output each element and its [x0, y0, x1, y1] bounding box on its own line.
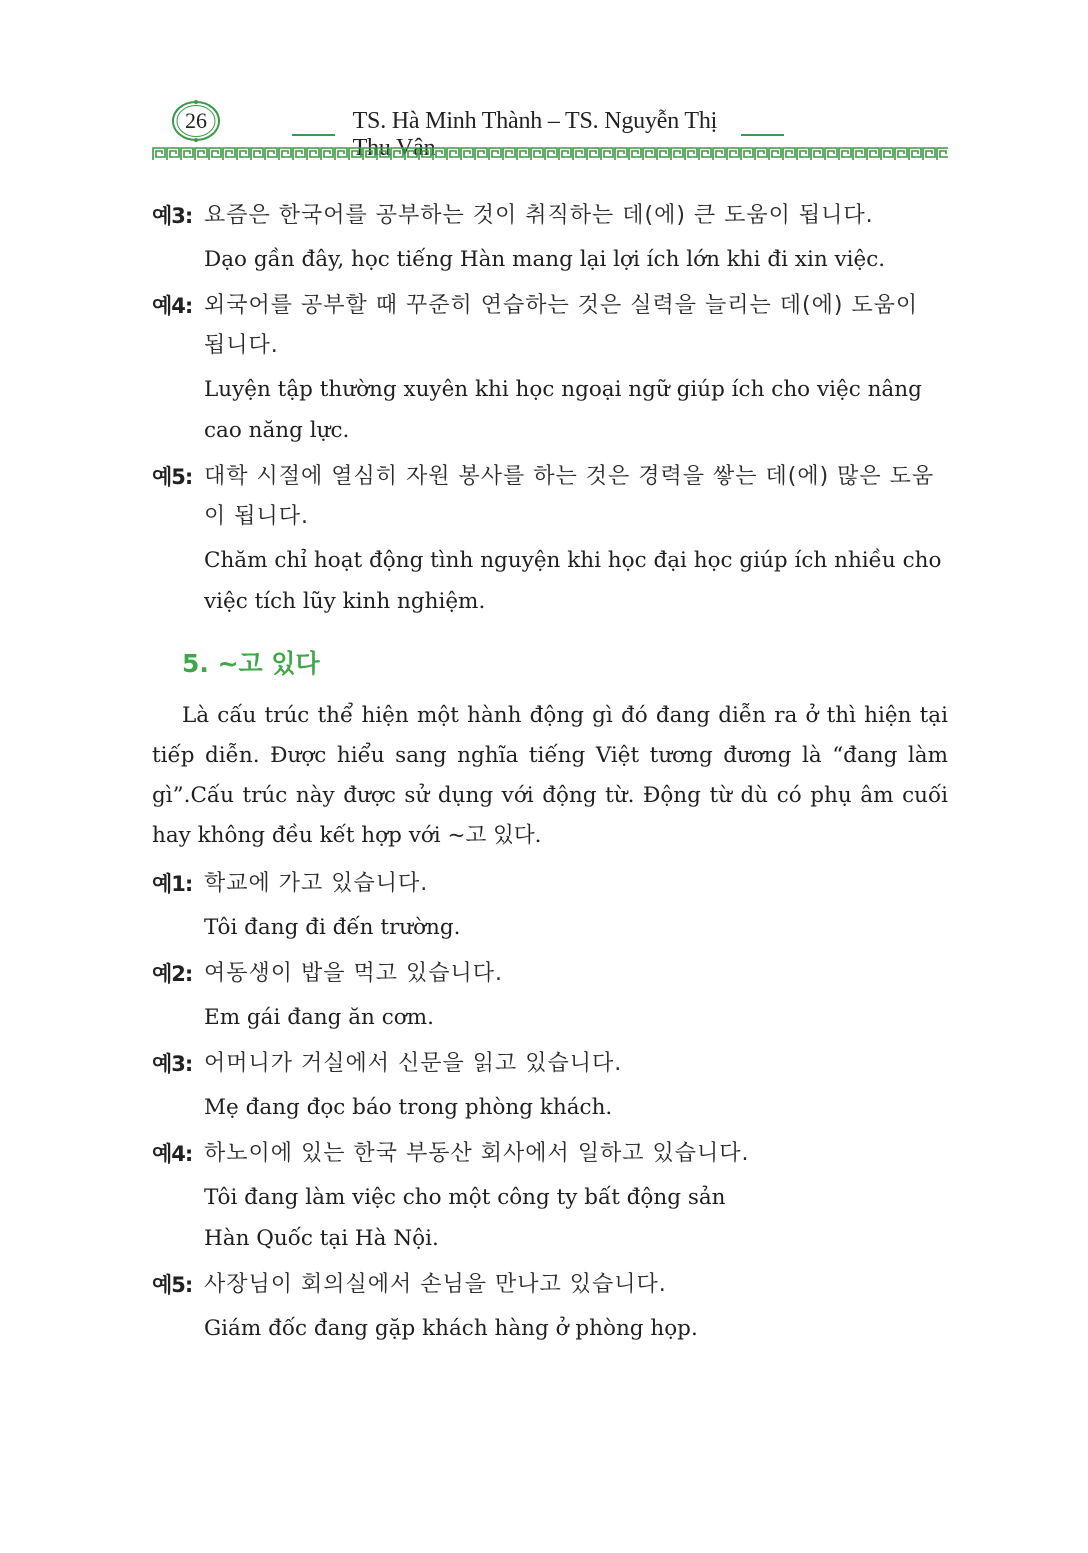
korean-sentence: 대학 시절에 열심히 자원 봉사를 하는 것은 경력을 쌓는 데(에) 많은 도움이 됩니다. — [204, 464, 935, 529]
section-paragraph: Là cấu trúc thể hiện một hành động gì đó đang diễn ra ở thì hiện tại tiếp diễn. Được hiểu sang nghĩa tiếng Việt tương đương là “đang làm gì”.Cấu trúc này được sử dụng với động từ. Động từ dù có phụ âm cuối hay không đều kết hợp với ~고 있다. — [152, 703, 948, 848]
vietnamese-translation: Em gái đang ăn cơm. — [204, 1005, 434, 1030]
example-item — [152, 1265, 948, 1349]
example-label: 예1: — [152, 872, 193, 896]
example-item — [152, 1134, 948, 1259]
page-number-badge — [170, 99, 222, 143]
example-item — [152, 196, 948, 280]
example-label: 예3: — [152, 1052, 193, 1076]
vietnamese-translation: Chăm chỉ hoạt động tình nguyện khi học đại học giúp ích nhiều cho việc tích lũy kinh nghiệm. — [204, 548, 942, 614]
vietnamese-translation: Tôi đang làm việc cho một công ty bất động sản Hàn Quốc tại Hà Nội. — [204, 1185, 726, 1251]
example-label: 예5: — [152, 1273, 193, 1297]
korean-sentence: 사장님이 회의실에서 손님을 만나고 있습니다. — [204, 1272, 667, 1297]
example-item — [152, 286, 948, 451]
example-label: 예5: — [152, 465, 193, 489]
example-label: 예4: — [152, 1142, 193, 1166]
vietnamese-translation: Dạo gần đây, học tiếng Hàn mang lại lợi ích lớn khi đi xin việc. — [204, 247, 886, 272]
header-rule-right — [741, 134, 784, 136]
example-item — [152, 457, 948, 622]
vietnamese-translation: Luyện tập thường xuyên khi học ngoại ngữ giúp ích cho việc nâng cao năng lực. — [204, 377, 922, 443]
korean-sentence: 외국어를 공부할 때 꾸준히 연습하는 것은 실력을 늘리는 데(에) 도움이 됩니다. — [204, 293, 919, 358]
example-label: 예4: — [152, 294, 193, 318]
page-number: 26 — [185, 108, 207, 133]
vietnamese-translation: Tôi đang đi đến trường. — [204, 915, 461, 940]
korean-sentence: 하노이에 있는 한국 부동산 회사에서 일하고 있습니다. — [204, 1141, 750, 1166]
page-header — [0, 0, 1088, 170]
examples-list-top — [152, 196, 948, 622]
page-content — [152, 196, 948, 1355]
korean-sentence: 여동생이 밥을 먹고 있습니다. — [204, 961, 503, 986]
korean-sentence: 학교에 가고 있습니다. — [204, 871, 429, 896]
example-item — [152, 1044, 948, 1128]
examples-list-bottom — [152, 864, 948, 1349]
example-item — [152, 864, 948, 948]
header-rule-left — [292, 134, 335, 136]
korean-sentence: 요즘은 한국어를 공부하는 것이 취직하는 데(에) 큰 도움이 됩니다. — [204, 203, 874, 228]
greek-key-border — [152, 147, 948, 161]
example-label: 예3: — [152, 204, 193, 228]
vietnamese-translation: Giám đốc đang gặp khách hàng ở phòng họp. — [204, 1316, 698, 1341]
section-heading: 5. ~고 있다 — [182, 649, 320, 678]
header-authors: TS. Hà Minh Thành – TS. Nguyễn Thị — [352, 108, 718, 134]
vietnamese-translation: Mẹ đang đọc báo trong phòng khách. — [204, 1095, 613, 1120]
example-label: 예2: — [152, 962, 193, 986]
korean-sentence: 어머니가 거실에서 신문을 읽고 있습니다. — [204, 1051, 623, 1076]
example-item — [152, 954, 948, 1038]
